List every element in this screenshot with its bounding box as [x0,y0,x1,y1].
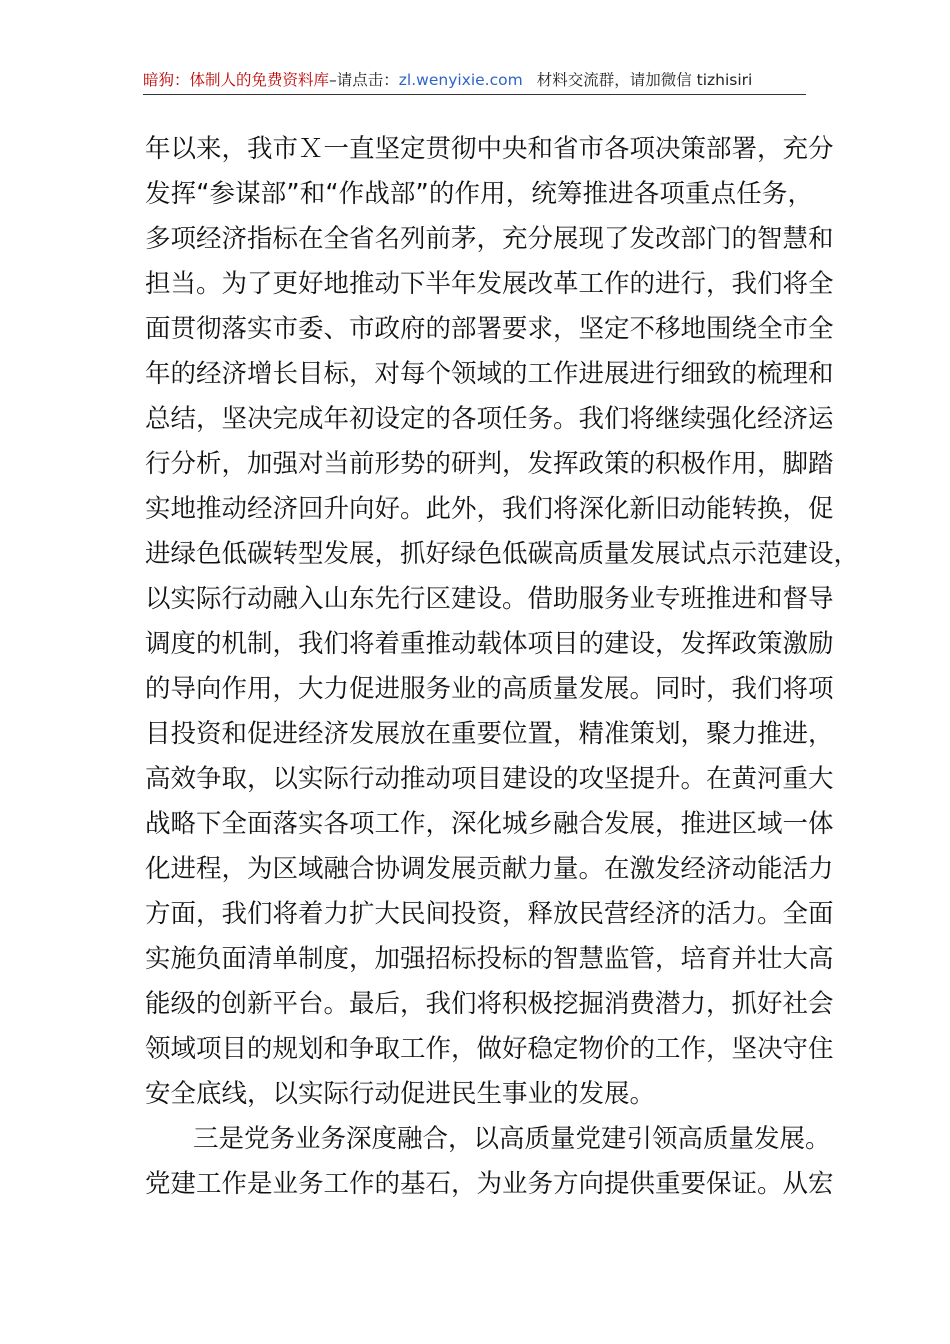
text-line: 总结，坚决完成年初设定的各项任务。我们将继续强化经济运 [145,404,834,434]
header-link[interactable]: zl.wenyixie.com [398,71,523,89]
header-prompt: –请点击： [329,71,399,89]
page-header [143,66,806,95]
text-line: 党建工作是业务工作的基石，为业务方向提供重要保证。从宏 [145,1169,834,1199]
text-line: 领域项目的规划和争取工作，做好稳定物价的工作，坚决守住 [145,1034,834,1064]
text-line: 战略下全面落实各项工作，深化城乡融合发展，推进区域一体 [145,809,834,839]
text-line: 面贯彻落实市委、市政府的部署要求，坚定不移地围绕全市全 [145,314,834,344]
text-line: 多项经济指标在全省名列前茅，充分展现了发改部门的智慧和 [145,224,834,254]
text-line: 高效争取，以实际行动推动项目建设的攻坚提升。在黄河重大 [145,764,834,794]
paragraph-2 [145,1117,834,1207]
text-line: 进绿色低碳转型发展，抓好绿色低碳高质量发展试点示范建设， [145,539,860,569]
text-line: 行分析，加强对当前形势的研判，发挥政策的积极作用，脚踏 [145,449,834,479]
text-line: 方面，我们将着力扩大民间投资，释放民营经济的活力。全面 [145,899,834,929]
text-line: 调度的机制，我们将着重推动载体项目的建设，发挥政策激励 [145,629,834,659]
text-line: 实施负面清单制度，加强招标投标的智慧监管，培育并壮大高 [145,944,834,974]
header-brand: 暗狗：体制人的免费资料库 [143,71,330,89]
text-line: 发挥“参谋部”和“作战部”的作用，统筹推进各项重点任务， [145,179,813,209]
text-line: 年的经济增长目标，对每个领域的工作进展进行细致的梳理和 [145,359,834,389]
document-body [145,127,860,1207]
text-line: 三是党务业务深度融合，以高质量党建引领高质量发展。 [193,1124,831,1154]
text-line: 化进程，为区域融合协调发展贡献力量。在激发经济动能活力 [145,854,834,884]
paragraph-1 [145,127,860,1117]
text-line: 的导向作用，大力促进服务业的高质量发展。同时，我们将项 [145,674,834,704]
header-note: 材料交流群，请加微信 tizhisiri [536,71,753,89]
text-line: 实地推动经济回升向好。此外，我们将深化新旧动能转换，促 [145,494,834,524]
text-line: 安全底线，以实际行动促进民生事业的发展。 [145,1079,656,1109]
text-line: 担当。为了更好地推动下半年发展改革工作的进行，我们将全 [145,269,834,299]
text-line: 能级的创新平台。最后，我们将积极挖掘消费潜力，抓好社会 [145,989,834,1019]
text-line: 以实际行动融入山东先行区建设。借助服务业专班推进和督导 [145,584,834,614]
text-line: 目投资和促进经济发展放在重要位置，精准策划，聚力推进， [145,719,834,749]
text-line: 年以来，我市Ｘ一直坚定贯彻中央和省市各项决策部署，充分 [145,134,834,164]
